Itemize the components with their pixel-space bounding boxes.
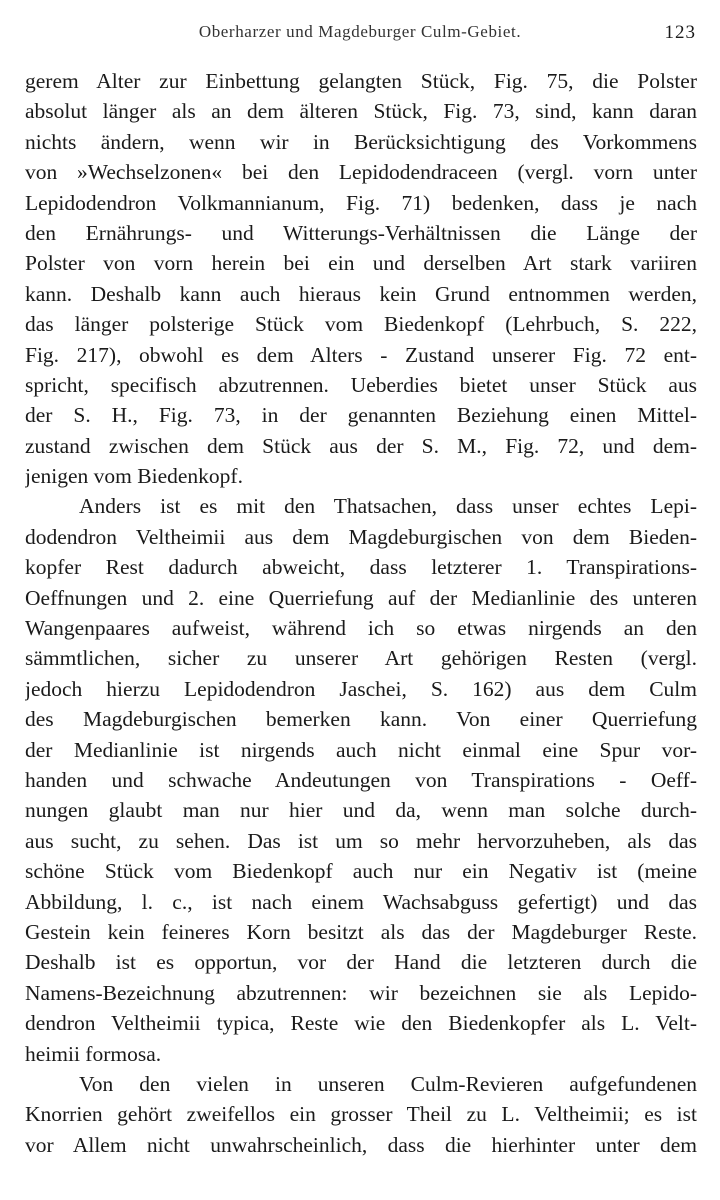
- text-line: Gestein kein feineres Korn besitzt als das der Magdeburger Reste.: [25, 919, 697, 944]
- text-line: spricht, specifisch abzutrennen. Ueberdies bietet unser Stück aus: [25, 372, 697, 397]
- text-line: nungen glaubt man nur hier und da, wenn man solche durch-: [25, 798, 697, 823]
- text-line: den Ernährungs- und Witterungs-Verhältnissen die Länge der: [25, 220, 697, 245]
- text-line: der S. H., Fig. 73, in der genannten Beziehung einen Mittel-: [25, 403, 697, 428]
- text-line: jenigen vom Biedenkopf.: [25, 464, 243, 489]
- text-line: absolut länger als an dem älteren Stück, Fig. 73, sind, kann daran: [25, 99, 697, 124]
- text-line: von »Wechselzonen« bei den Lepidodendraceen (vergl. vorn unter: [25, 160, 697, 185]
- text-line: Wangenpaares aufweist, während ich so etwas nirgends an den: [25, 616, 697, 641]
- page-number: 123: [664, 22, 696, 43]
- body-text: [25, 66, 697, 1160]
- text-line: Deshalb ist es opportun, vor der Hand die letzteren durch die: [25, 950, 697, 975]
- text-line: gerem Alter zur Einbettung gelangten Stück, Fig. 75, die Polster: [25, 69, 697, 93]
- paragraph-start-line: Von den vielen in unseren Culm-Revieren aufgefundenen: [79, 1071, 697, 1096]
- text-line: aus sucht, zu sehen. Das ist um so mehr hervorzuheben, als das: [25, 828, 697, 853]
- text-line: zustand zwischen dem Stück aus der S. M., Fig. 72, und dem-: [25, 433, 697, 458]
- text-line: Knorrien gehört zweifellos ein grosser Theil zu L. Veltheimii; es ist: [25, 1102, 697, 1127]
- running-title: Oberharzer und Magdeburger Culm-Gebiet.: [198, 22, 522, 41]
- text-line: vor Allem nicht unwahrscheinlich, dass die hierhinter unter dem: [25, 1132, 697, 1157]
- text-line: Oeffnungen und 2. eine Querriefung auf der Medianlinie des unteren: [25, 585, 697, 610]
- text-line: das länger polsterige Stück vom Biedenkopf (Lehrbuch, S. 222,: [25, 312, 697, 337]
- running-header: [0, 22, 720, 48]
- text-line: Lepidodendron Volkmannianum, Fig. 71) bedenken, dass je nach: [25, 190, 697, 215]
- text-line: Abbildung, l. c., ist nach einem Wachsabguss gefertigt) und das: [25, 889, 697, 914]
- text-line: nichts ändern, wenn wir in Berücksichtigung des Vorkommens: [25, 129, 697, 154]
- paragraph-start-line: Anders ist es mit den Thatsachen, dass unser echtes Lepi-: [79, 494, 697, 519]
- text-line: Fig. 217), obwohl es dem Alters - Zustand unserer Fig. 72 ent-: [25, 342, 697, 367]
- text-line: des Magdeburgischen bemerken kann. Von einer Querriefung: [25, 707, 697, 732]
- text-line: Polster von vorn herein bei ein und derselben Art stark variiren: [25, 251, 697, 276]
- text-line: schöne Stück vom Biedenkopf auch nur ein Negativ ist (meine: [25, 859, 697, 884]
- text-line: Namens-Bezeichnung abzutrennen: wir bezeichnen sie als Lepido-: [25, 980, 697, 1005]
- text-line: heimii formosa.: [25, 1041, 162, 1066]
- text-line: dodendron Veltheimii aus dem Magdeburgischen von dem Bieden-: [25, 524, 697, 549]
- text-line: kopfer Rest dadurch abweicht, dass letzterer 1. Transpirations-: [25, 555, 697, 580]
- text-line: jedoch hierzu Lepidodendron Jaschei, S. 162) aus dem Culm: [25, 676, 697, 701]
- text-line: handen und schwache Andeutungen von Transpirations - Oeff-: [25, 767, 697, 792]
- text-line: sämmtlichen, sicher zu unserer Art gehörigen Resten (vergl.: [25, 646, 697, 671]
- text-line: kann. Deshalb kann auch hieraus kein Grund entnommen werden,: [25, 281, 697, 306]
- text-line: dendron Veltheimii typica, Reste wie den Biedenkopfer als L. Velt-: [25, 1011, 697, 1036]
- text-line: der Medianlinie ist nirgends auch nicht einmal eine Spur vor-: [25, 737, 697, 762]
